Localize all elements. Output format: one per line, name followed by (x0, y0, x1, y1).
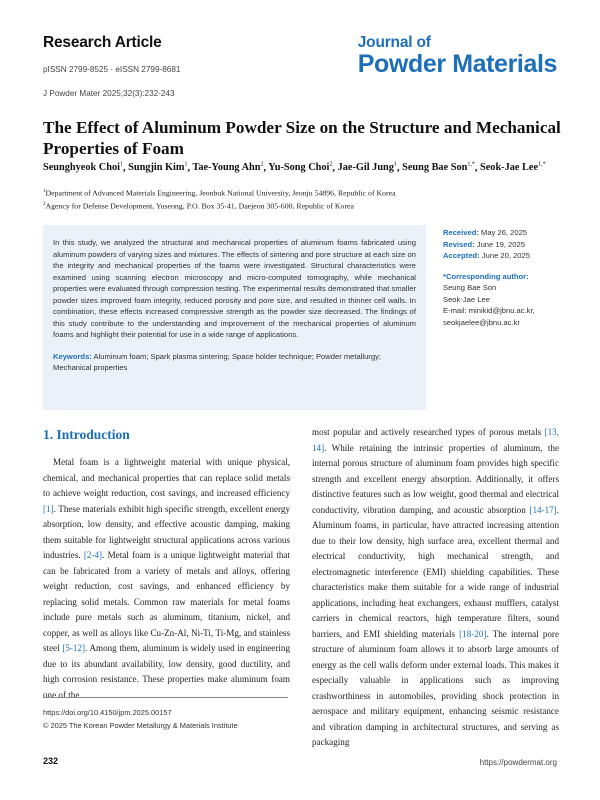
author-name: Jae-Gil Jung$^1$ (337, 162, 397, 174)
citation-link[interactable]: [18-20] (459, 628, 487, 639)
paper-title: The Effect of Aluminum Powder Size on the Structure and Mechanical Properties of Foam (43, 118, 561, 158)
page-number: 232 (43, 756, 59, 766)
citation-link[interactable]: [5-12] (62, 643, 86, 653)
author-name: Sungjin Kim$^1$ (128, 162, 188, 174)
citation-link[interactable]: [2-4] (83, 550, 103, 560)
corresponding-name-2: Seok-Jae Lee (443, 294, 490, 304)
citation: J Powder Mater 2025;32(3):232-243 (43, 89, 175, 98)
affiliation-2: $^2$Agency for Defense Development, Yuseong, P.O. Box 35-41, Daejeon 305-600, Republic of Korea (43, 201, 354, 211)
author-name: Seok-Jae Lee$^{1,*}$ (480, 162, 546, 174)
author-affiliation-mark: 1,* (467, 162, 475, 168)
corresponding-email-1[interactable]: E-mail: minikid@jbnu.ac.kr, (443, 306, 535, 315)
author-affiliation-mark: 1,* (538, 162, 546, 168)
author-list: Seunghyeok Choi$^1$, Sungjin Kim$^1$, Tae-Young Ahn$^2$, Yu-Song Choi$^2$, Jae-Gil Jung$^1$, Seung Bae Son$^{1,*}$, Seok-Jae Lee$^{1,*}$ (43, 162, 546, 174)
keywords (53, 351, 416, 374)
affiliation-1: $^1$Department of Advanced Materials Engineering, Jeonbuk National University, Jeonju 54896, Republic of Korea (43, 188, 396, 198)
abstract: In this study, we analyzed the structural and mechanical properties of aluminum foams fabricated using aluminum powders of varying sizes and mixtures. The effects of sintering and pore structure at each size on the integrity and mechanical properties of the foams were investigated. Structural characteristics were examined using scanning electron microscopy and micro-computed tomography, while mechanical properties were evaluated through compression testing. The experimental results demonstrated that smaller powder sizes improved foam integrity, reduced porosity and pore size, and resulted in thinner cell walls. In combination, these effects increased compressive strength as the powder size decreased. The findings of this study contribute to the understanding and improvement of the mechanical properties of aluminum foams and highlight their potential for use in a wide range of applications. (53, 238, 416, 339)
abstract-box (43, 225, 426, 410)
keywords-label: Keywords: (53, 351, 92, 361)
affiliations (43, 186, 563, 211)
journal-name-line1: Journal of (357, 34, 431, 51)
citation-link[interactable]: [13, 14] (312, 427, 559, 453)
paragraph: Metal foam is a lightweight material with unique physical, chemical, and mechanical properties that can replace solid metals to achieve weight reduction, cost savings, and increased efficiency [1]. These materials exhibit high specific strength, excellent energy absorption, low density, and effective acoustic damping, making them suitable for lightweight structural applications across various industries. [2-4]. Metal foam is a unique lightweight material that can be fabricated from a variety of metals and alloys, offering weight reduction, cost savings, and enhanced efficiency by replacing solid metals. Common raw materials for metal foams include pure metals such as aluminum, titanium, nickel, and copper, as well as alloys like Cu-Zn-Al, Ni-Ti, Ti-Mg, and stainless steel [5-12]. Among them, aluminum is widely used in engineering due to its abundant availability, low density, good ductility, and high corrosion resistance. These properties make aluminum foam one of the (43, 457, 290, 700)
copyright: © 2025 The Korean Powder Metallurgy & Materials Institute (43, 721, 238, 730)
received-date: Received: May 26, 2025 (443, 228, 528, 237)
corresponding-name-1: Seung Bae Son (443, 283, 497, 292)
author-affiliation-mark: 1 (119, 162, 123, 168)
footnote (43, 706, 238, 732)
author-name: Tae-Young Ahn$^2$ (192, 162, 264, 174)
footnote-divider (43, 697, 288, 698)
article-header (43, 34, 180, 100)
body-column-right (312, 425, 559, 751)
article-type: Research Article (43, 34, 162, 51)
author-affiliation-mark: 2 (329, 162, 333, 168)
paragraph: most popular and actively researched types of porous metals [13, 14]. While retaining the intrinsic properties of aluminum, the internal porous structure of aluminum foam provides high specific strength and excellent energy absorption. Additionally, it offers distinctive features such as low weight, good thermal and electrical conductivity, vibration damping, and acoustic absorption [14-17]. Aluminum foams, in particular, have attracted increasing attention due to their low density, high surface area, excellent thermal and electrical conductivity, high mechanical strength, and electromagnetic interference (EMI) shielding capabilities. These characteristics make them suitable for a wide range of industrial applications, including heat exchangers, exhaust mufflers, catalyst carriers in chemical reactors, high temperature filters, sound barriers, and EMI shielding materials [18-20]. The internal pore structure of aluminum foam allows it to absorb large amounts of energy as the cell walls deform under external loads. This makes it especially valuable in applications such as improving crashworthiness in automobiles, providing shock protection in aerospace and military equipment, enhancing seismic resistance and vibration damping in architectural structures, and serving as packaging (312, 427, 559, 747)
author-affiliation-mark: 1 (393, 162, 397, 168)
section-heading: 1. Introduction (43, 427, 130, 442)
corresponding-heading: *Corresponding author: (443, 271, 529, 281)
citation-link[interactable]: [1] (43, 503, 54, 514)
article-info (443, 227, 573, 328)
journal-website-link[interactable]: https://powdermat.org (479, 758, 557, 767)
doi-link[interactable]: https://doi.org/10.4150/jpm.2025.00157 (43, 708, 172, 717)
author-name: Yu-Song Choi$^2$ (268, 162, 333, 174)
author-name: Seung Bae Son$^{1,*}$ (402, 162, 475, 174)
citation-link[interactable]: [14-17] (529, 504, 557, 515)
journal-logo (358, 34, 557, 78)
author-name: Seunghyeok Choi$^1$ (43, 162, 123, 174)
author-affiliation-mark: 1 (184, 162, 188, 168)
body-column-left (43, 426, 290, 703)
keywords-text: Aluminum foam; Spark plasma sintering; Space holder technique; Powder metallurgy; Mechanical properties (53, 351, 381, 372)
accepted-date: Accepted: June 20, 2025 (443, 251, 530, 260)
journal-name-line2: Powder Materials (357, 50, 557, 78)
corresponding-email-2[interactable]: seokjaelee@jbnu.ac.kr (443, 317, 520, 327)
author-affiliation-mark: 2 (260, 162, 264, 168)
issn: pISSN 2799-8525 · eISSN 2799-8681 (43, 65, 181, 74)
revised-date: Revised: June 19, 2025 (443, 239, 525, 249)
